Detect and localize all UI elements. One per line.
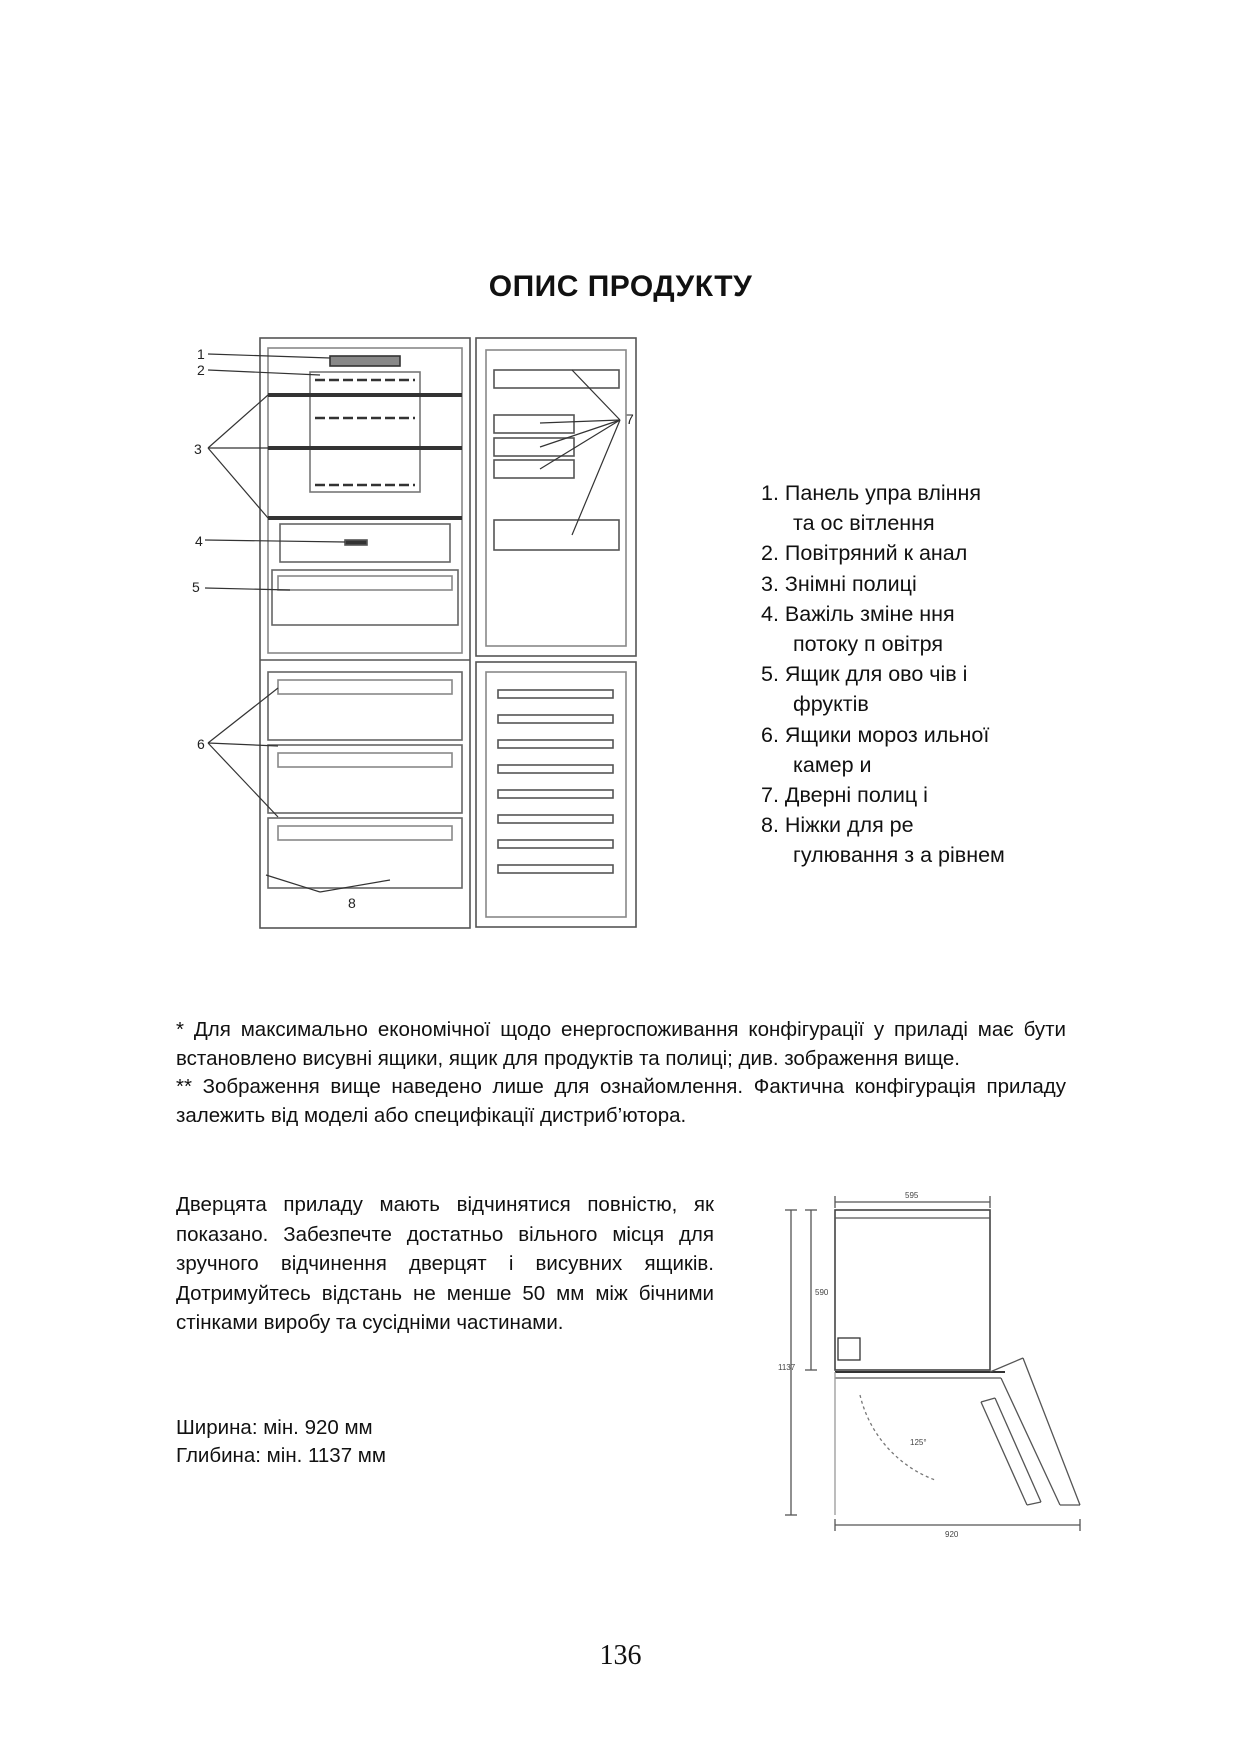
callout-6: 6 <box>197 736 205 752</box>
legend-item: 5. Ящик для ово чів і <box>761 662 968 687</box>
plan-label-bottom-width: 920 <box>945 1530 959 1539</box>
dimensions-section <box>176 1414 386 1470</box>
legend-item: 6. Ящики мороз ильної <box>761 722 990 747</box>
legend-item-continuation: потоку п овітря <box>793 632 944 657</box>
callout-4: 4 <box>195 533 203 549</box>
parts-legend <box>761 478 1005 871</box>
legend-item: 2. Повітряний к анал <box>761 541 968 566</box>
callout-8: 8 <box>348 895 356 911</box>
plan-label-total-depth: 1137 <box>778 1363 796 1372</box>
note-energy: * Для максимально економічної щодо енергоспоживання конфігурації у приладі має бути встановлено висувні ящики, ящик для продуктів та полиці; див. зображення вище. <box>176 1018 1066 1070</box>
callout-5: 5 <box>192 579 200 595</box>
door-clearance-section <box>176 1190 714 1338</box>
callout-2: 2 <box>197 362 205 378</box>
plan-label-depth: 590 <box>815 1288 829 1297</box>
min-width: Ширина: мін. 920 мм <box>176 1416 373 1439</box>
notes-section <box>176 1016 1066 1130</box>
plan-label-angle: 125° <box>910 1438 927 1447</box>
legend-item-continuation: та ос вітлення <box>793 511 935 536</box>
page-title: ОПИС ПРОДУКТУ <box>488 270 753 303</box>
fridge-diagram <box>180 330 700 980</box>
door-opening-plan <box>775 1180 1115 1560</box>
door-clearance-text: Дверцята приладу мають відчинятися повністю, як показано. Забезпечте достатньо вільного місця для зручного відчинення дверцят і висувних ящиків. Дотримуйтесь відстань не менше 50 мм між бічними стінками виробу та сусідніми частинами. <box>176 1193 714 1334</box>
legend-item-continuation: фруктів <box>793 692 869 717</box>
legend-item-continuation: гулювання з а рівнем <box>793 843 1005 868</box>
legend-item-continuation: камер и <box>793 752 872 777</box>
legend-item: 7. Дверні полиц і <box>761 783 928 808</box>
callout-3: 3 <box>194 441 202 457</box>
min-depth: Глибина: мін. 1137 мм <box>176 1444 386 1467</box>
legend-item: 3. Знімні полиці <box>761 571 917 596</box>
legend-item: 4. Важіль зміне ння <box>761 601 955 626</box>
legend-item: 1. Панель упра вління <box>761 481 982 505</box>
note-reference: ** Зображення вище наведено лише для ознайомлення. Фактична конфігурація приладу залежить від моделі або специфікації дистриб’ютора. <box>176 1075 1066 1127</box>
callout-1: 1 <box>197 346 205 362</box>
legend-item: 8. Ніжки для ре <box>761 813 914 838</box>
plan-label-top-width: 595 <box>905 1191 919 1200</box>
callout-7: 7 <box>626 411 634 427</box>
page-number: 136 <box>599 1640 642 1671</box>
